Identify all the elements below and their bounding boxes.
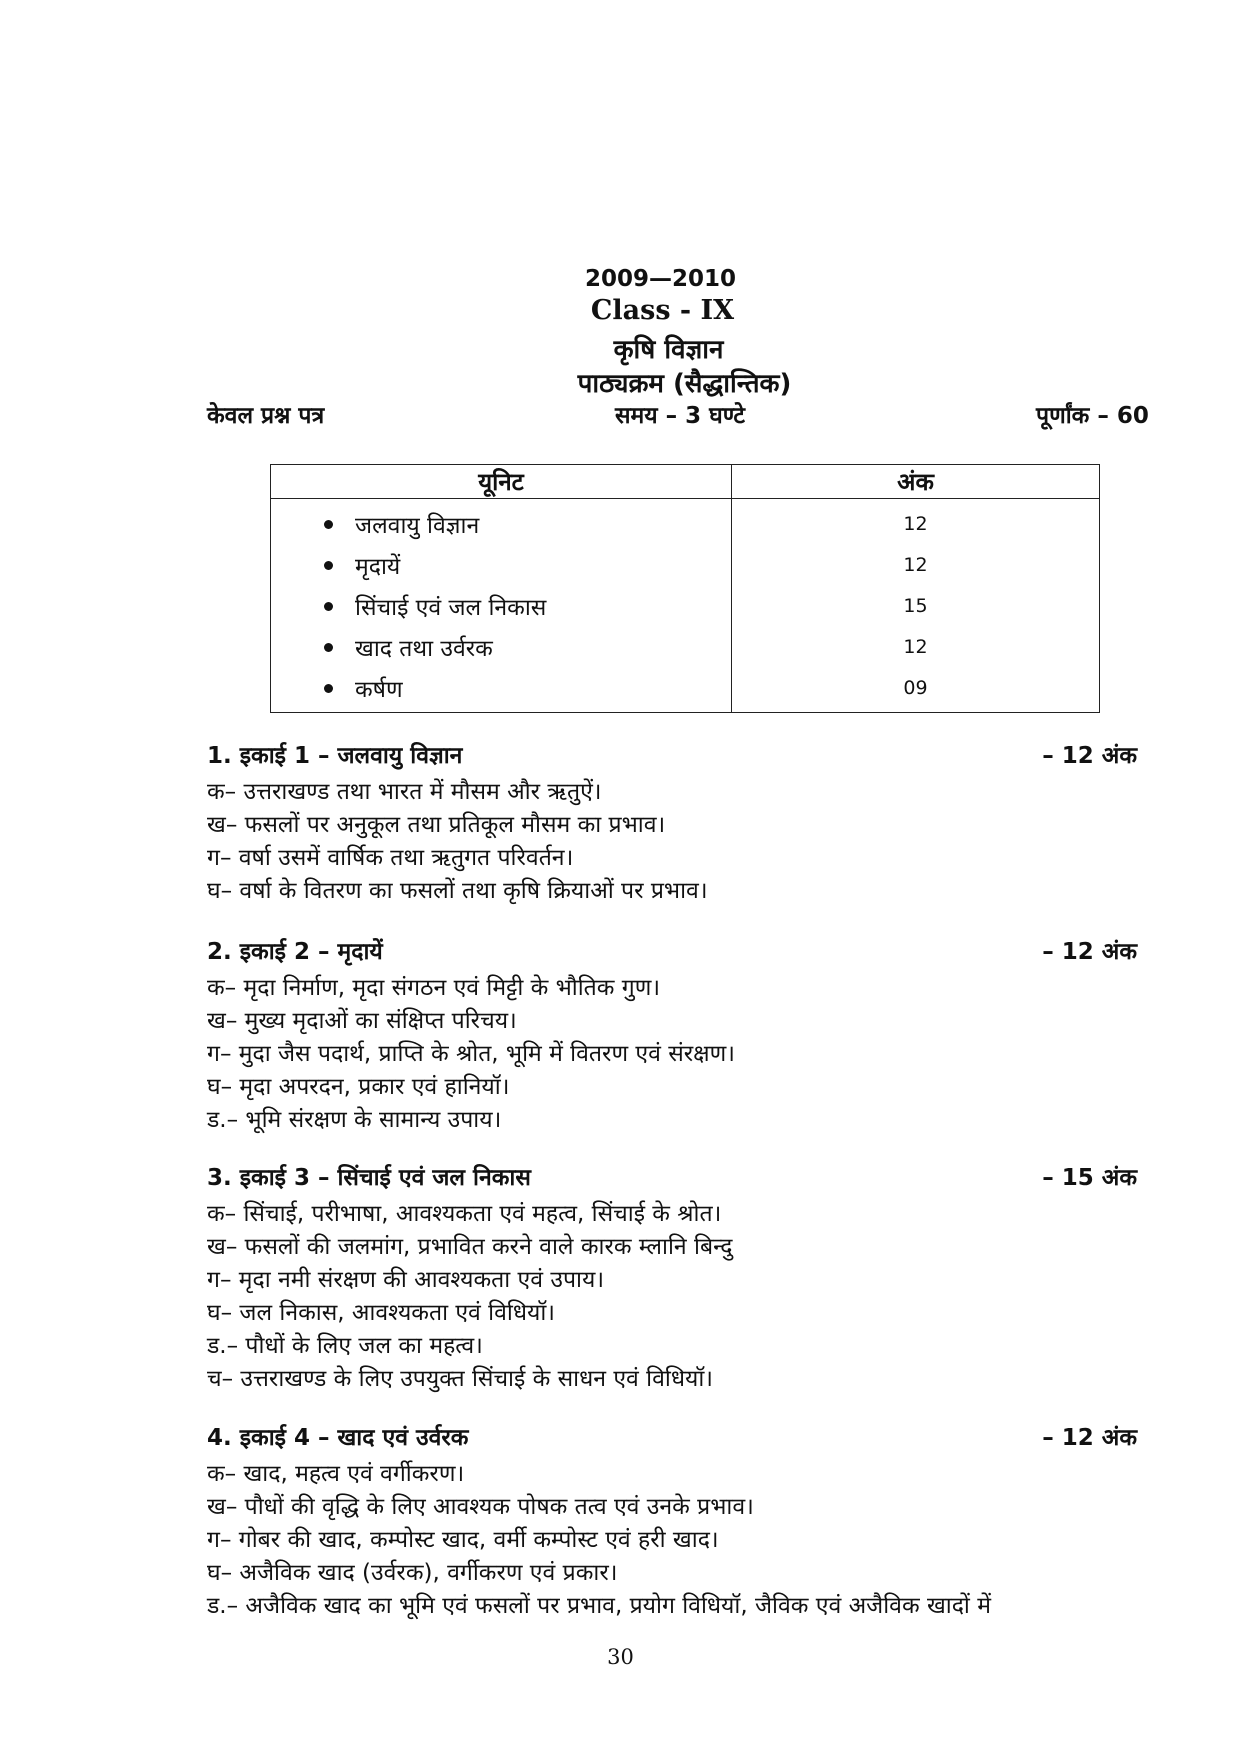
unit-marks: 15 [732,585,1100,626]
table-row [271,499,1100,545]
list-item: घ– मृदा अपरदन, प्रकार एवं हानियॉ। [207,1074,510,1100]
table-row [271,544,1100,585]
unit-name: जलवायु विज्ञान [355,512,480,539]
list-item: च– उत्तराखण्ड के लिए उपयुक्त सिंचाई के साधन एवं विधियॉ। [207,1366,713,1392]
unit-name: खाद तथा उर्वरक [355,635,493,662]
list-item: ग– गोबर की खाद, कम्पोस्ट खाद, वर्मी कम्पोस्ट एवं हरी खाद। [207,1527,719,1553]
unit-name: सिंचाई एवं जल निकास [355,594,547,621]
list-item: ड.– पौधों के लिए जल का महत्व। [207,1333,483,1359]
table-row [271,585,1100,626]
list-item: ख– पौधों की वृद्धि के लिए आवश्यक पोषक तत्व एवं उनके प्रभाव। [207,1494,754,1520]
unit-section-3 [207,1160,1137,1396]
list-item: क– उत्तराखण्ड तथा भारत में मौसम और ऋतुऐं। [207,779,602,805]
bullet-icon [324,643,333,652]
units-marks-table [270,464,1100,713]
table-header-row [271,465,1100,499]
marks-column-header: अंक [732,465,1100,499]
unit-column-header: यूनिट [271,465,732,499]
table-row [271,667,1100,713]
list-item: घ– वर्षा के वितरण का फसलों तथा कृषि क्रियाओं पर प्रभाव। [207,878,708,904]
list-item: ग– वर्षा उसमें वार्षिक तथा ऋतुगत परिवर्तन। [207,845,574,871]
bullet-icon [324,561,333,570]
unit-name: मृदायें [355,553,401,580]
list-item: क– सिंचाई, परीभाषा, आवश्यकता एवं महत्व, सिंचाई के श्रोत। [207,1201,722,1227]
subject-heading: कृषि विज्ञान [613,335,724,365]
list-item: ग– मृदा नमी संरक्षण की आवश्यकता एवं उपाय। [207,1267,605,1293]
section-marks: – 12 अंक [1042,743,1137,769]
unit-section-4 [207,1420,1137,1623]
list-item: ख– फसलों पर अनुकूल तथा प्रतिकूल मौसम का प्रभाव। [207,812,666,838]
section-marks: – 12 अंक [1042,939,1137,965]
list-item: ड.– भूमि संरक्षण के सामान्य उपाय। [207,1107,502,1133]
unit-section-1 [207,738,1137,908]
max-marks-label: पूर्णांक – 60 [1036,403,1149,429]
list-item: ड.– अजैविक खाद का भूमि एवं फसलों पर प्रभाव, प्रयोग विधियॉ, जैविक एवं अजैविक खादों में [207,1593,991,1619]
unit-marks: 12 [732,499,1100,545]
bullet-icon [324,520,333,529]
unit-marks: 09 [732,667,1100,713]
list-item: घ– जल निकास, आवश्यकता एवं विधियॉ। [207,1300,556,1326]
time-label: समय – 3 घण्टे [615,403,746,429]
section-title: 1. इकाई 1 – जलवायु विज्ञान [207,743,463,769]
syllabus-type-heading: पाठ्यक्रम (सैद्धान्तिक) [577,369,792,399]
class-heading: Class - IX [590,295,735,326]
section-title: 3. इकाई 3 – सिंचाई एवं जल निकास [207,1165,531,1191]
list-item: ख– मुख्य मृदाओं का संक्षिप्त परिचय। [207,1008,517,1034]
bullet-icon [324,684,333,693]
list-item: ख– फसलों की जलमांग, प्रभावित करने वाले कारक म्लानि बिन्दु [207,1234,733,1260]
list-item: क– खाद, महत्व एवं वर्गीकरण। [207,1461,465,1487]
list-item: ग– मुदा जैस पदार्थ, प्राप्ति के श्रोत, भूमि में वितरण एवं संरक्षण। [207,1041,735,1067]
section-marks: – 12 अंक [1042,1425,1137,1451]
list-item: क– मृदा निर्माण, मृदा संगठन एवं मिट्टी के भौतिक गुण। [207,975,661,1001]
bullet-icon [324,602,333,611]
unit-marks: 12 [732,626,1100,667]
page-number: 30 [607,1645,634,1669]
unit-name: कर्षण [355,676,403,703]
list-item: घ– अजैविक खाद (उर्वरक), वर्गीकरण एवं प्रकार। [207,1560,618,1586]
section-title: 4. इकाई 4 – खाद एवं उर्वरक [207,1425,469,1451]
year-heading: 2009—2010 [584,266,737,292]
unit-marks: 12 [732,544,1100,585]
table-row [271,626,1100,667]
section-marks: – 15 अंक [1042,1165,1137,1191]
paper-label: केवल प्रश्न पत्र [207,403,325,429]
section-title: 2. इकाई 2 – मृदायें [207,939,383,965]
unit-section-2 [207,934,1137,1137]
